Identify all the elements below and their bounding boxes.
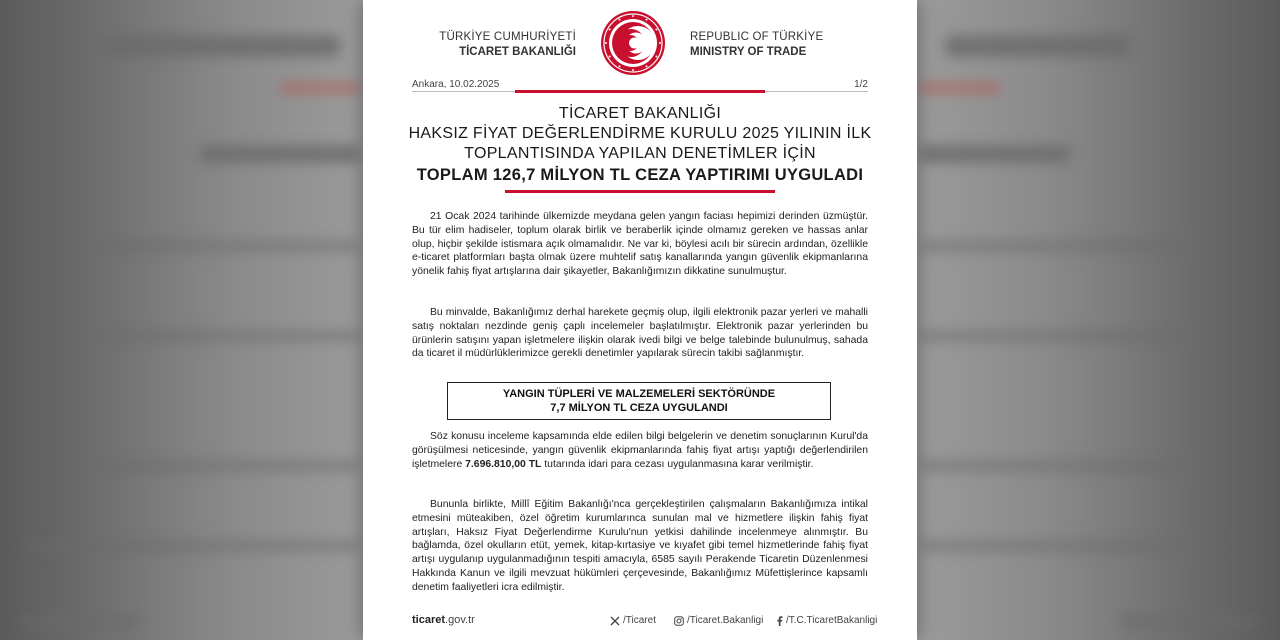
website-link[interactable]: [412, 614, 475, 626]
paragraph-2-text: Bu minvalde, Bakanlığımız derhal harekete geçmiş olup, ilgili elektronik pazar yerleri ve mahalli satış noktaları nezdinde geniş çaplı incelemeler başlatılmıştır. Elektronik pazar yerlerinden bu ürünlerin satışını yapan işletmelere ilişkin olarak ivedi bilgi ve belge talebinde bulunulmuş, sahada da ticaret il müdürlüklerimizce gerekli denetimler yapılarak sürecin takibi sağlanmıştır.: [412, 307, 868, 360]
document-date: Ankara, 10.02.2025: [412, 79, 500, 90]
title-line3: TOPLANTISINDA YAPILAN DENETİMLER İÇİN: [464, 145, 816, 162]
ministry-seal-icon: [600, 10, 666, 76]
title-line1: TİCARET BAKANLIĞI: [558, 105, 722, 122]
paragraph-3-text-before: Söz konusu inceleme kapsamında elde edilen bilgi belgelerin ve denetim sonuçlarının Kurul'da görüşülmesi neticesinde, yangın güvenlik ekipmanlarında fahiş fiyat artışı yaptığı değerlendirilen işletmelere: [412, 431, 868, 470]
x-link[interactable]: [610, 615, 656, 626]
letterhead: [363, 10, 917, 80]
penalty-amount: 7.696.810,00 TL: [465, 458, 542, 470]
section-heading-line1: YANGIN TÜPLERİ VE MALZEMELERİ SEKTÖRÜNDE: [502, 388, 776, 400]
facebook-link[interactable]: [776, 615, 877, 626]
title-accent-rule: [505, 190, 775, 193]
page-footer: [412, 612, 878, 632]
paragraph-4-text: Bununla birlikte, Millî Eğitim Bakanlığı'nca gerçekleştirilen çalışmaların Bakanlığımıza intikal etmesini müteakiben, özel öğretim kurumlarınca sunulan mal ve hizmetlere ilişkin fahiş fiyat artışları, Haksız Fiyat Değerlendirme Kurulu'nun yetkisi dahilinde incelenmeye alınmıştır. Bu bağlamda, özel okulların etüt, yemek, kitap-kırtasiye ve kıyafet gibi temel hizmetlerinde fahiş fiyat artışı uygulanıp uygulanmadığının tespiti amacıyla, 6585 sayılı Perakende Ticaretin Düzenlenmesi Hakkında Kanun ve ilgili mevzuat hükümleri çerçevesinde, Bakanlığımız Müfettişlerince kapsamlı denetim faaliyetleri icra edilmiştir.: [412, 499, 868, 593]
website-domain: .gov.tr: [445, 614, 475, 626]
facebook-handle: /T.C.TicaretBakanligi: [786, 615, 878, 626]
section-heading-box: [447, 382, 831, 420]
page-number: 1/2: [854, 79, 868, 90]
section-heading-line2: 7,7 MİLYON TL CEZA UYGULANDI: [550, 402, 728, 414]
paragraph-1: [412, 210, 868, 279]
paragraph-4: [412, 498, 868, 595]
instagram-link[interactable]: [674, 615, 763, 626]
letterhead-turkish: [439, 30, 576, 60]
title-line2: HAKSIZ FİYAT DEĞERLENDİRME KURULU 2025 YILININ İLK: [408, 125, 872, 142]
paragraph-2: [412, 306, 868, 361]
x-handle: /Ticaret: [623, 615, 656, 626]
paragraph-1-text: 21 Ocak 2024 tarihinde ülkemizde meydana gelen yangın faciası hepimizi derinden üzmüştür. Bu tür elim hadiseler, toplum olarak birlik ve beraberlik içinde olmamız gereken ve hassas anlar olup, hiçbir şekilde istismara açık olmamalıdır. Ne var ki, böylesi acılı bir sürecin ardından, özellikle e-ticaret platformları başta olmak üzere muhtelif satış kanallarında yangın güvenlik ekipmanlarına yönelik fahiş fiyat artışlarına dair şikayetler, Bakanlığımızın dikkatine sunulmuştur.: [412, 211, 868, 278]
letterhead-english: [690, 30, 823, 60]
letterhead-left-line1: TÜRKİYE CUMHURİYETİ: [439, 31, 576, 43]
facebook-icon: [776, 616, 783, 626]
letterhead-left-line2: TİCARET BAKANLIĞI: [459, 46, 576, 58]
press-release-page: [363, 0, 917, 640]
letterhead-right-line2: MINISTRY OF TRADE: [690, 46, 807, 58]
meta-accent-rule: [515, 90, 765, 93]
letterhead-right-line1: REPUBLIC OF TÜRKİYE: [690, 31, 824, 43]
paragraph-3: [412, 430, 868, 471]
press-release-title: [393, 104, 887, 186]
website-name: ticaret: [412, 614, 446, 626]
title-headline: TOPLAM 126,7 MİLYON TL CEZA YAPTIRIMI UYGULADI: [416, 166, 864, 184]
paragraph-3-text-after: tutarında idari para cezası uygulanmasına karar verilmiştir.: [541, 458, 814, 470]
instagram-handle: /Ticaret.Bakanligi: [687, 615, 764, 626]
x-icon: [610, 616, 620, 626]
instagram-icon: [674, 616, 684, 626]
